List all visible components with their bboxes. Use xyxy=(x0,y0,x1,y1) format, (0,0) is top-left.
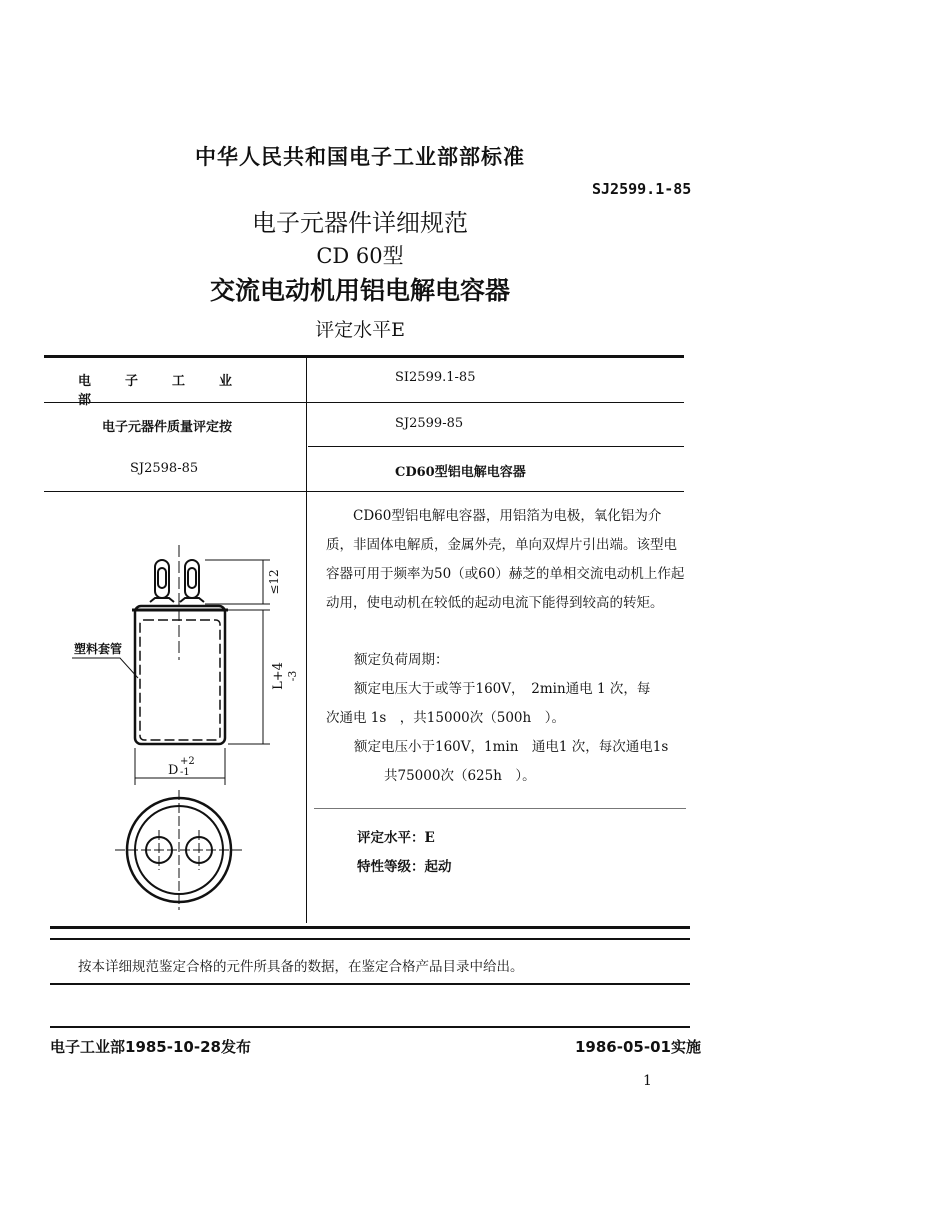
footer-note: 按本详细规范鉴定合格的元件所具备的数据，在鉴定合格产品目录中给出。 xyxy=(78,959,524,975)
length-dimension-label: L+4 xyxy=(271,662,286,690)
diameter-tolerance-minus: -1 xyxy=(180,767,190,778)
basis-spec-code: SJ2598-85 xyxy=(130,461,199,476)
organization-name: 电子工业部 xyxy=(78,374,267,408)
duty-line: 次通电 1s ，共15000次（500h ）。 xyxy=(326,710,565,726)
characteristic-grade: 特性等级：起动 xyxy=(357,859,452,875)
diameter-dimension-label: D xyxy=(168,763,179,778)
diameter-tolerance-plus: +2 xyxy=(180,756,195,767)
page-number: 1 xyxy=(643,1073,652,1089)
duty-line: 额定电压大于或等于160V， 2min通电 1 次，每 xyxy=(354,681,651,697)
terminal-base xyxy=(150,598,204,602)
table-row-rule xyxy=(308,446,684,447)
duty-title: 额定负荷周期： xyxy=(354,652,449,668)
issue-date: 电子工业部1985-10-28发布 xyxy=(50,1038,251,1056)
length-tolerance-label: -3 xyxy=(286,670,299,682)
terminal-dimension-label: ≤12 xyxy=(267,569,281,595)
can-body xyxy=(135,606,225,744)
table-bottom-rule xyxy=(50,926,690,929)
sleeve-inner xyxy=(140,620,220,740)
table-row-rule xyxy=(314,808,686,809)
standard-number: SJ2599.1-85 xyxy=(592,180,692,198)
rated-duty-cycle xyxy=(326,646,686,791)
product-description: CD60型铝电解电容器，用铝箔为电极，氧化铝为介质，非固体电解质，金属外壳，单向双焊片引出端。该型电容器可用于频率为50（或60）赫芝的单相交流电动机上作起动用，使电动机在较低的起动电流下能得到较高的转矩。 xyxy=(326,508,685,611)
table-column-divider xyxy=(306,358,307,923)
evaluation-level: 评定水平：E xyxy=(357,830,435,846)
spec-code: SI2599.1-85 xyxy=(395,370,476,385)
ministry-standard-header: 中华人民共和国电子工业部部标准 xyxy=(195,144,525,169)
table-row-rule xyxy=(44,491,684,492)
generic-spec-code: SJ2599-85 xyxy=(395,416,464,431)
quality-basis-label: 电子元器件质量评定按 xyxy=(102,420,233,435)
table-top-rule xyxy=(44,355,684,358)
sleeve-label: 塑料套管 xyxy=(74,642,123,656)
product-title: 交流电动机用铝电解电容器 xyxy=(209,276,510,305)
effective-date: 1986-05-01实施 xyxy=(575,1038,701,1056)
duty-line: 额定电压小于160V，1min 通电1 次，每次通电1s xyxy=(354,739,669,755)
terminal-lug xyxy=(158,568,166,588)
model-title: CD 60型 xyxy=(316,244,404,268)
footer-rule xyxy=(50,983,690,985)
table-bottom-rule xyxy=(50,938,690,940)
terminal-lug xyxy=(188,568,196,588)
evaluation-level-title: 评定水平E xyxy=(315,319,405,341)
duty-line: 共75000次（625h ）。 xyxy=(384,768,536,784)
center-line xyxy=(115,790,245,910)
dimension-line xyxy=(205,560,270,604)
product-name: CD60型铝电解电容器 xyxy=(395,465,526,480)
dimension-line xyxy=(228,610,270,744)
spec-title: 电子元器件详细规范 xyxy=(252,209,468,237)
capacitor-outline-drawing xyxy=(60,510,300,920)
footer-rule xyxy=(50,1026,690,1028)
leader-line xyxy=(72,658,138,678)
